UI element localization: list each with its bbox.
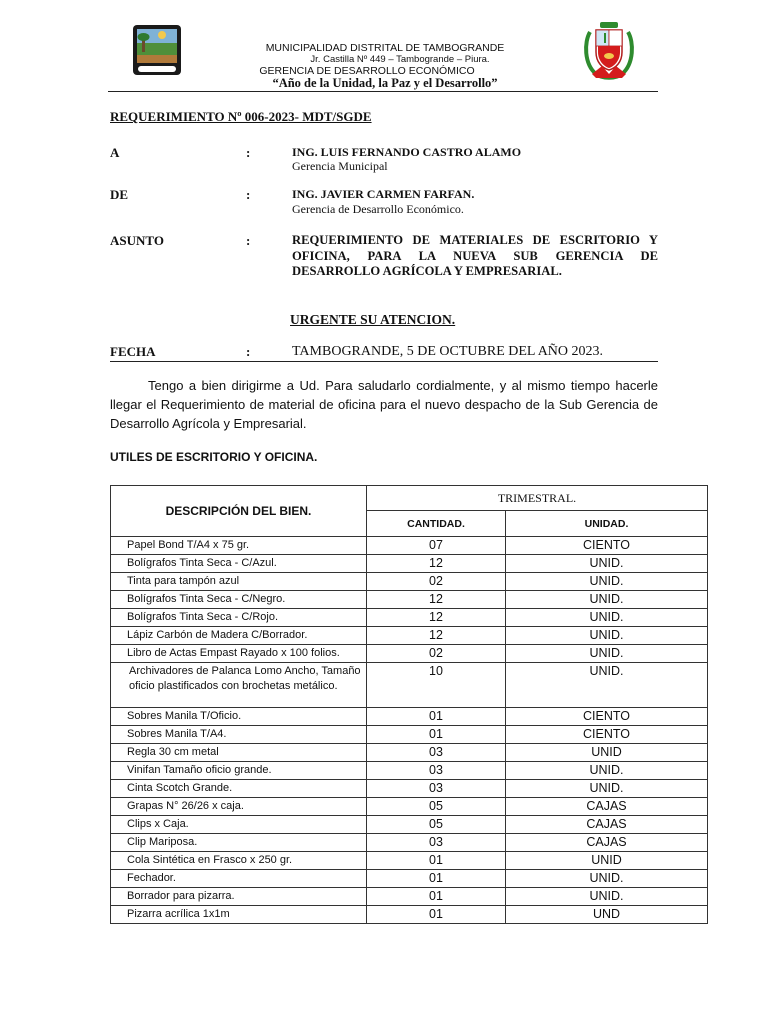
date-divider bbox=[110, 361, 658, 362]
column-header-quantity: CANTIDAD. bbox=[367, 511, 506, 537]
table-row bbox=[111, 744, 708, 762]
item-description: Bolígrafos Tinta Seca - C/Azul. bbox=[111, 555, 367, 573]
item-unit: UNID. bbox=[506, 627, 708, 645]
item-description: Clips x Caja. bbox=[111, 816, 367, 834]
item-unit: UNID. bbox=[506, 645, 708, 663]
item-quantity: 01 bbox=[367, 906, 506, 924]
table-row bbox=[111, 573, 708, 591]
item-description: Grapas N° 26/26 x caja. bbox=[111, 798, 367, 816]
materials-table bbox=[110, 485, 708, 924]
section-title: UTILES DE ESCRITORIO Y OFICINA. bbox=[110, 450, 318, 464]
table-row bbox=[111, 708, 708, 726]
from-name: ING. JAVIER CARMEN FARFAN. bbox=[292, 187, 475, 201]
table-row bbox=[111, 888, 708, 906]
to-role: Gerencia Municipal bbox=[292, 159, 388, 173]
item-description: Tinta para tampón azul bbox=[111, 573, 367, 591]
item-description: Bolígrafos Tinta Seca - C/Negro. bbox=[111, 591, 367, 609]
subject-label: ASUNTO bbox=[110, 233, 164, 248]
table-row bbox=[111, 834, 708, 852]
item-unit: UNID. bbox=[506, 591, 708, 609]
table-row bbox=[111, 555, 708, 573]
item-description: Archivadores de Palanca Lomo Ancho, Tamaño oficio plastificados con brochetas metálico. bbox=[111, 663, 367, 708]
item-quantity: 12 bbox=[367, 555, 506, 573]
table-row bbox=[111, 627, 708, 645]
column-group-quarterly: TRIMESTRAL. bbox=[367, 486, 708, 511]
subject-text: REQUERIMIENTO DE MATERIALES DE ESCRITORIO Y OFICINA, PARA LA NUEVA SUB GERENCIA DE DESARROLLO AGRÍCOLA Y EMPRESARIAL. bbox=[292, 233, 658, 278]
document-title: REQUERIMIENTO Nº 006-2023- MDT/SGDE bbox=[110, 109, 372, 124]
item-unit: CAJAS bbox=[506, 834, 708, 852]
item-description: Sobres Manila T/Oficio. bbox=[111, 708, 367, 726]
to-colon: : bbox=[246, 145, 251, 160]
item-unit: UNID. bbox=[506, 888, 708, 906]
item-description: Cola Sintética en Frasco x 250 gr. bbox=[111, 852, 367, 870]
year-motto: “Año de la Unidad, la Paz y el Desarrollo” bbox=[272, 76, 498, 90]
item-unit: CIENTO bbox=[506, 537, 708, 555]
item-quantity: 03 bbox=[367, 780, 506, 798]
header-divider bbox=[108, 91, 658, 92]
item-unit: UNID. bbox=[506, 663, 708, 708]
to-name: ING. LUIS FERNANDO CASTRO ALAMO bbox=[292, 145, 522, 159]
table-row bbox=[111, 780, 708, 798]
table-row bbox=[111, 537, 708, 555]
department-name: GERENCIA DE DESARROLLO ECONÓMICO bbox=[259, 65, 475, 77]
from-colon: : bbox=[246, 187, 251, 202]
item-quantity: 02 bbox=[367, 645, 506, 663]
item-quantity: 12 bbox=[367, 627, 506, 645]
item-description: Bolígrafos Tinta Seca - C/Rojo. bbox=[111, 609, 367, 627]
item-unit: CAJAS bbox=[506, 816, 708, 834]
table-body bbox=[111, 537, 708, 924]
item-description: Papel Bond T/A4 x 75 gr. bbox=[111, 537, 367, 555]
item-unit: UNID bbox=[506, 744, 708, 762]
item-unit: UNID. bbox=[506, 555, 708, 573]
municipal-shield-logo bbox=[132, 24, 182, 76]
date-value: TAMBOGRANDE, 5 DE OCTUBRE DEL AÑO 2023. bbox=[292, 344, 604, 359]
item-description: Libro de Actas Empast Rayado x 100 folios. bbox=[111, 645, 367, 663]
item-unit: UNID. bbox=[506, 780, 708, 798]
table-row bbox=[111, 726, 708, 744]
to-label: A bbox=[110, 145, 120, 160]
item-quantity: 03 bbox=[367, 744, 506, 762]
item-unit: CAJAS bbox=[506, 798, 708, 816]
table-row bbox=[111, 645, 708, 663]
body-paragraph: Tengo a bien dirigirme a Ud. Para saludarlo cordialmente, y al mismo tiempo hacerle llegar el Requerimiento de material de oficina para el nuevo despacho de la Sub Gerencia de Desarrollo Agrícola y Empresarial. bbox=[110, 378, 658, 431]
municipality-name: MUNICIPALIDAD DISTRITAL DE TAMBOGRANDE bbox=[265, 42, 505, 54]
peru-coat-of-arms bbox=[582, 18, 636, 82]
item-unit: CIENTO bbox=[506, 708, 708, 726]
item-description: Fechador. bbox=[111, 870, 367, 888]
item-unit: UNID. bbox=[506, 609, 708, 627]
from-label: DE bbox=[110, 187, 129, 202]
table-row bbox=[111, 609, 708, 627]
item-quantity: 12 bbox=[367, 591, 506, 609]
item-description: Vinifan Tamaño oficio grande. bbox=[111, 762, 367, 780]
item-description: Lápiz Carbón de Madera C/Borrador. bbox=[111, 627, 367, 645]
column-header-unit: UNIDAD. bbox=[506, 511, 708, 537]
item-quantity: 12 bbox=[367, 609, 506, 627]
item-quantity: 01 bbox=[367, 708, 506, 726]
item-quantity: 01 bbox=[367, 726, 506, 744]
item-quantity: 05 bbox=[367, 816, 506, 834]
column-header-description: DESCRIPCIÓN DEL BIEN. bbox=[111, 486, 367, 537]
item-quantity: 03 bbox=[367, 834, 506, 852]
table-row bbox=[111, 870, 708, 888]
item-description: Borrador para pizarra. bbox=[111, 888, 367, 906]
table-row bbox=[111, 852, 708, 870]
date-label: FECHA bbox=[110, 344, 156, 359]
date-colon: : bbox=[246, 344, 251, 359]
from-role: Gerencia de Desarrollo Económico. bbox=[292, 202, 464, 216]
municipality-address: Jr. Castilla Nº 449 – Tambogrande – Piura. bbox=[310, 54, 490, 65]
item-description: Clip Mariposa. bbox=[111, 834, 367, 852]
item-description: Regla 30 cm metal bbox=[111, 744, 367, 762]
subject-colon: : bbox=[246, 233, 251, 248]
item-unit: UND bbox=[506, 906, 708, 924]
item-quantity: 02 bbox=[367, 573, 506, 591]
item-quantity: 03 bbox=[367, 762, 506, 780]
item-unit: UNID. bbox=[506, 870, 708, 888]
table-row bbox=[111, 798, 708, 816]
item-unit: UNID bbox=[506, 852, 708, 870]
table-row bbox=[111, 762, 708, 780]
item-quantity: 10 bbox=[367, 663, 506, 708]
table-row bbox=[111, 906, 708, 924]
urgent-notice: URGENTE SU ATENCION. bbox=[290, 312, 456, 327]
table-row bbox=[111, 663, 708, 708]
item-description: Cinta Scotch Grande. bbox=[111, 780, 367, 798]
item-unit: CIENTO bbox=[506, 726, 708, 744]
item-unit: UNID. bbox=[506, 762, 708, 780]
item-quantity: 01 bbox=[367, 870, 506, 888]
item-unit: UNID. bbox=[506, 573, 708, 591]
item-quantity: 07 bbox=[367, 537, 506, 555]
item-description: Sobres Manila T/A4. bbox=[111, 726, 367, 744]
item-quantity: 01 bbox=[367, 852, 506, 870]
table-row bbox=[111, 816, 708, 834]
item-description: Pizarra acrílica 1x1m bbox=[111, 906, 367, 924]
table-row bbox=[111, 591, 708, 609]
item-quantity: 01 bbox=[367, 888, 506, 906]
item-quantity: 05 bbox=[367, 798, 506, 816]
